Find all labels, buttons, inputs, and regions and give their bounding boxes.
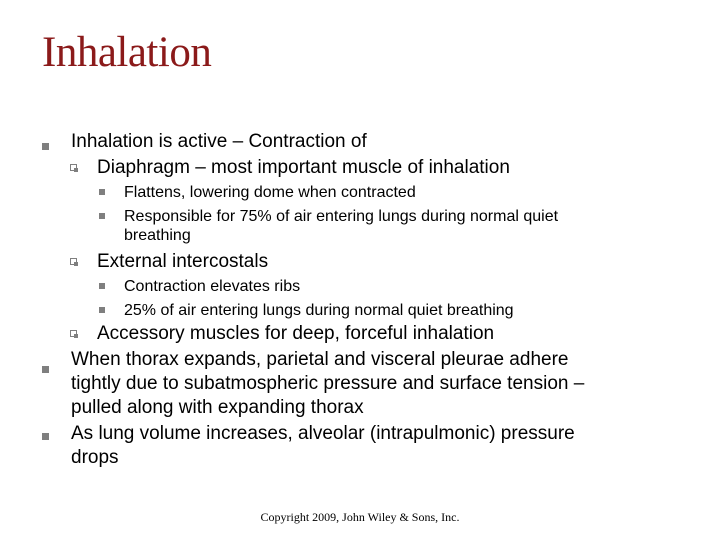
bullet-text: As lung volume increases, alveolar (intrapulmonic) pressure [71,423,575,444]
bullet-text: Inhalation is active – Contraction of [71,131,367,152]
bullet-text: External intercostals [97,251,269,272]
copyright-footer: Copyright 2009, John Wiley & Sons, Inc. [260,510,460,524]
square-bullet-icon [99,307,105,313]
bullet-text: Diaphragm – most important muscle of inhalation [97,157,510,178]
square-bullet-icon [42,366,49,373]
hollow-square-bullet-icon [70,330,77,337]
hollow-square-bullet-icon [70,164,77,171]
square-bullet-icon [42,433,49,440]
square-bullet-icon [99,213,105,219]
bullet-text: 25% of air entering lungs during normal quiet breathing [124,302,514,319]
bullet-text: When thorax expands, parietal and visceral pleurae adhere [71,349,569,370]
bullet-text: tightly due to subatmospheric pressure and surface tension – [71,373,585,394]
slide-title: Inhalation [42,29,212,76]
bullet-text: Accessory muscles for deep, forceful inhalation [97,323,495,344]
bullet-text: Responsible for 75% of air entering lungs during normal quiet [124,208,559,225]
square-bullet-icon [42,143,49,150]
square-bullet-icon [99,189,105,195]
bullet-text: breathing [124,227,191,244]
bullet-text: drops [71,447,119,468]
bullet-text: pulled along with expanding thorax [71,397,364,418]
square-bullet-icon [99,283,105,289]
hollow-square-bullet-icon [70,258,77,265]
bullet-text: Contraction elevates ribs [124,278,301,295]
bullet-text: Flattens, lowering dome when contracted [124,184,416,201]
